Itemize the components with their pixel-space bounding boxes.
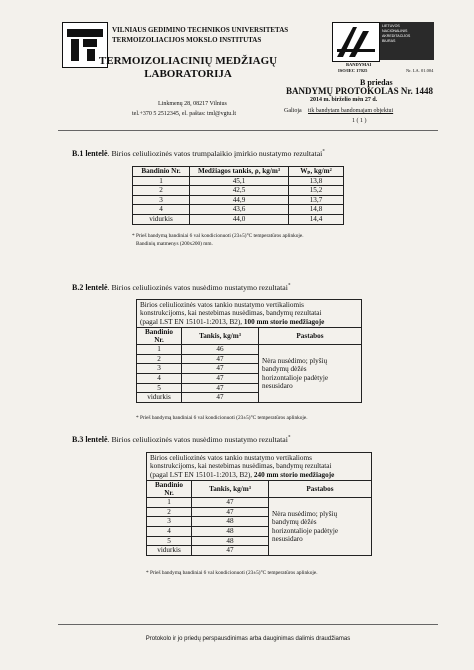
table-b2 [136, 299, 362, 403]
footer-divider [58, 624, 438, 625]
protocol-number: BANDYMŲ PROTOKOLAS Nr. 1448 [286, 86, 434, 96]
table-b1-dimensions-note: Bandinių matmenys (200x200) mm. [136, 241, 213, 247]
column-header: Wₚ, kg/m² [289, 167, 344, 177]
table-row: vidurkis 47 [137, 393, 362, 403]
table-row: 1 45,1 13,8 [133, 176, 344, 186]
table-b2-description: Birios celiuliozinės vatos tankio nustatymo vertikaliomis konstrukcijoms, kai nestebimas nusėdimas, bandymų rezultatai (pagal LST EN 15101-1:2013, B2), 100 mm storio medžiagoje [137, 300, 362, 328]
column-header: Bandinio Nr. [147, 481, 192, 498]
column-header: Tankis, kg/m³ [182, 328, 259, 345]
lab-contacts: tel.+370 5 2512345, el. paštas: tml@vgtu.lt [132, 111, 237, 117]
table-row: 2 47 [147, 507, 372, 517]
table-row: 1 46 Nėra nusėdimo; plyšių bandymų dėžės horizontalioje padėtyje nesusidaro [137, 345, 362, 355]
accreditation-logo [332, 22, 380, 62]
page-number: 1 ( 1 ) [352, 118, 367, 124]
table-b3-description: Birios celiuliozinės vatos tankio nustatymo vertikalioms konstrukcijoms, kai nestebimas nusėdimas, bandymų rezultatai (pagal LST EN 15101-1:2013, B2), 240 mm storio medžiagoje [147, 453, 372, 481]
table-b2-note: * Prieš bandymą bandiniai 6 val kondicionuoti (23±5)°C temperatūros aplinkoje. [136, 415, 308, 421]
table-row: vidurkis 44,0 14,4 [133, 214, 344, 224]
table-b1 [132, 166, 344, 225]
column-header: Bandinio Nr. [137, 328, 182, 345]
table-row: 3 48 [147, 517, 372, 527]
header-divider [58, 130, 438, 131]
table-b3 [146, 452, 372, 556]
lab-title-line1: TERMOIZOLIACINIŲ MEDŽIAGŲ [98, 55, 278, 67]
table-row: 1 47 Nėra nusėdimo; plyšių bandymų dėžės horizontalioje padėtyje nesusidaro [147, 498, 372, 508]
column-header: Bandinio Nr. [133, 167, 190, 177]
table-b2-remark: Nėra nusėdimo; plyšių bandymų dėžės horizontalioje padėtyje nesusidaro [259, 345, 362, 403]
table-b3-caption: B.3 lentelė. Birios celiuliozinės vatos nusėdimo nustatymo rezultatai* [72, 435, 291, 444]
accreditation-standard: ISO/IEC 17025 [338, 68, 368, 73]
table-row: 2 47 [137, 354, 362, 364]
footer-notice: Protokolo ir jo priedų perspausdinimas arba dauginimas dalimis draudžiamas [145, 636, 351, 642]
lab-accreditation-number: Nr. LA. 01.004 [406, 68, 434, 73]
table-b1-caption: B.1 lentelė. Birios celiuliozinės vatos trumpalaikio įmirkio nustatymo rezultatai* [72, 149, 325, 158]
table-row: 3 47 [137, 364, 362, 374]
annex-label: B priedas [360, 78, 393, 87]
accreditation-caption: BANDYMAI [346, 62, 372, 67]
university-name: VILNIAUS GEDIMINO TECHNIKOS UNIVERSITETAS [112, 26, 289, 34]
table-row: 4 47 [137, 374, 362, 384]
table-row: 4 48 [147, 527, 372, 537]
table-b3-remark: Nėra nusėdimo; plyšių bandymų dėžės horizontalioje padėtyje nesusidaro [269, 498, 372, 556]
table-row: 2 42,5 15,2 [133, 186, 344, 196]
table-row: vidurkis 47 [147, 546, 372, 556]
lab-title-line2: LABORATORIJA [144, 68, 232, 80]
table-b3-note: * Prieš bandymą bandiniai 6 val kondicionuoti (23±5)°C temperatūros aplinkoje. [146, 570, 318, 576]
table-b2-caption: B.2 lentelė. Birios celiuliozinės vatos nusėdimo nustatymo rezultatai* [72, 283, 291, 292]
accreditation-body-badge: LIETUVOS NACIONALINIS AKREDITACIJOS BIURAS [380, 22, 434, 60]
protocol-date: 2014 m. birželio mėn 27 d. [310, 97, 378, 103]
column-header: Pastabos [259, 328, 362, 345]
lab-address: Linkmenų 28, 08217 Vilnius [158, 101, 227, 107]
table-b1-note: * Prieš bandymą bandiniai 6 val kondicionuoti (23±5)°C temperatūros aplinkoje. [132, 233, 304, 239]
table-row: 4 43,6 14,8 [133, 205, 344, 215]
table-row: 5 47 [137, 383, 362, 393]
column-header: Medžiagos tankis, ρ, kg/m³ [190, 167, 289, 177]
validity-value: tik bandytam bandomajam objektui [308, 108, 394, 114]
column-header: Pastabos [269, 481, 372, 498]
institute-name: TERMOIZOLIACIJOS MOKSLO INSTITUTAS [112, 36, 262, 44]
validity-label: Galioja [284, 108, 302, 114]
table-row: 5 48 [147, 536, 372, 546]
column-header: Tankis, kg/m³ [192, 481, 269, 498]
table-row: 3 44,9 13,7 [133, 195, 344, 205]
